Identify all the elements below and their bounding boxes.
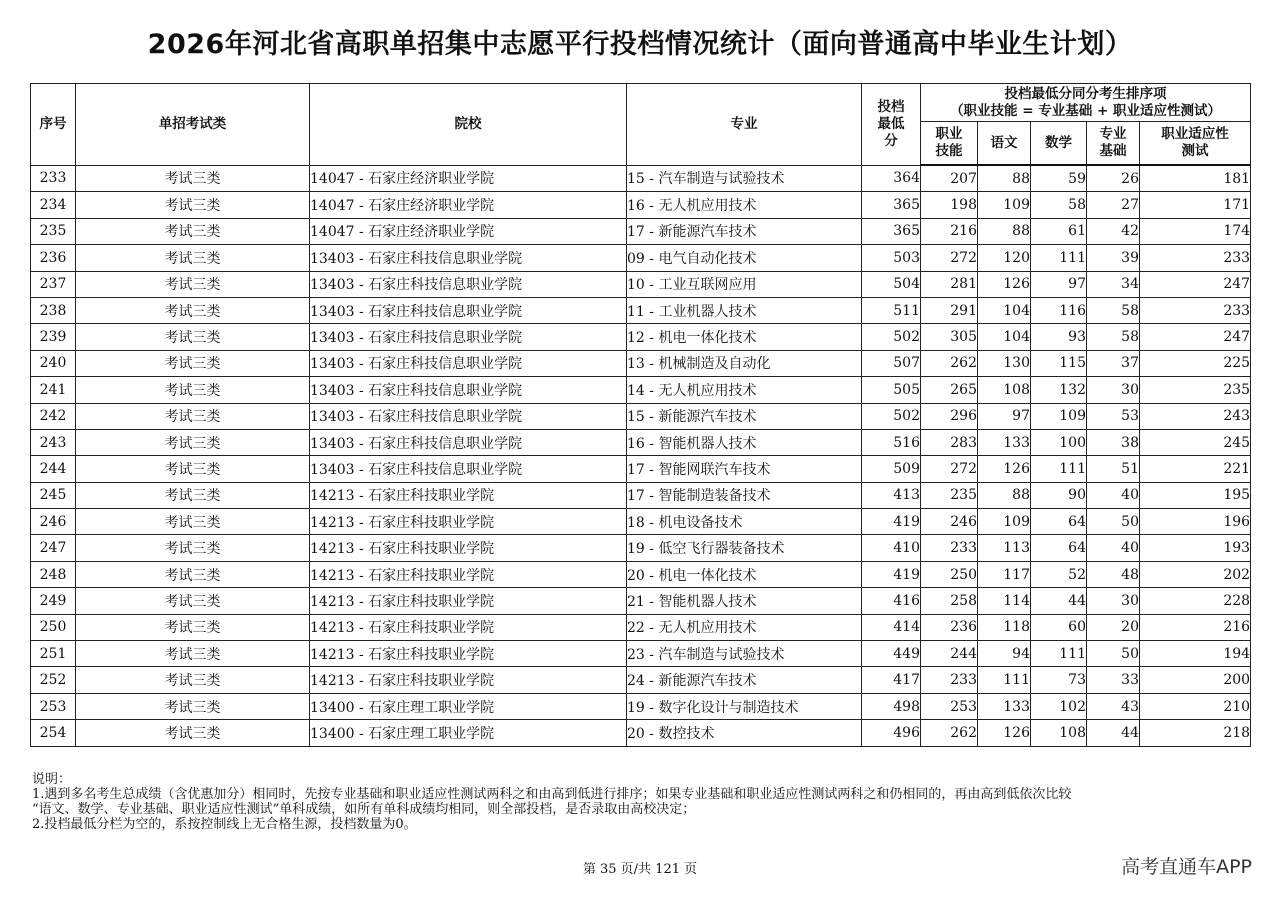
cell-major: 14 - 无人机应用技术	[627, 377, 862, 403]
cell-exam-type: 考试三类	[76, 429, 310, 455]
cell-seq: 238	[31, 297, 76, 323]
cell-skill: 207	[921, 165, 978, 192]
cell-min-score: 502	[862, 403, 921, 429]
cell-skill: 265	[921, 377, 978, 403]
cell-seq: 236	[31, 245, 76, 271]
cell-seq: 234	[31, 192, 76, 218]
cell-school: 14213 - 石家庄科技职业学院	[310, 588, 627, 614]
cell-exam-type: 考试三类	[76, 561, 310, 587]
cell-basic: 50	[1087, 509, 1140, 535]
cell-exam-type: 考试三类	[76, 720, 310, 746]
table-row	[31, 641, 1251, 667]
cell-math: 102	[1031, 693, 1087, 719]
cell-seq: 246	[31, 509, 76, 535]
cell-min-score: 507	[862, 350, 921, 376]
cell-basic: 43	[1087, 693, 1140, 719]
cell-chinese: 126	[978, 720, 1031, 746]
admission-table	[30, 83, 1251, 747]
cell-aptitude: 218	[1140, 720, 1251, 746]
cell-major: 20 - 数控技术	[627, 720, 862, 746]
cell-min-score: 365	[862, 218, 921, 244]
cell-major: 17 - 智能网联汽车技术	[627, 456, 862, 482]
cell-chinese: 114	[978, 588, 1031, 614]
cell-math: 93	[1031, 324, 1087, 350]
cell-chinese: 109	[978, 509, 1031, 535]
cell-math: 111	[1031, 456, 1087, 482]
cell-major: 21 - 智能机器人技术	[627, 588, 862, 614]
table-row	[31, 429, 1251, 455]
cell-seq: 240	[31, 350, 76, 376]
table-row	[31, 271, 1251, 297]
cell-basic: 40	[1087, 535, 1140, 561]
cell-chinese: 126	[978, 271, 1031, 297]
table-row	[31, 192, 1251, 218]
cell-aptitude: 196	[1140, 509, 1251, 535]
table-row	[31, 456, 1251, 482]
cell-seq: 233	[31, 165, 76, 192]
cell-aptitude: 181	[1140, 165, 1251, 192]
cell-min-score: 449	[862, 641, 921, 667]
table-row	[31, 350, 1251, 376]
cell-chinese: 88	[978, 482, 1031, 508]
header-skill-text: 职业技能	[935, 126, 963, 159]
cell-basic: 30	[1087, 377, 1140, 403]
cell-math: 116	[1031, 297, 1087, 323]
cell-skill: 262	[921, 350, 978, 376]
cell-min-score: 502	[862, 324, 921, 350]
header-exam-type: 单招考试类	[76, 84, 310, 166]
cell-skill: 281	[921, 271, 978, 297]
cell-skill: 233	[921, 535, 978, 561]
table-row	[31, 245, 1251, 271]
cell-chinese: 104	[978, 324, 1031, 350]
cell-major: 17 - 智能制造装备技术	[627, 482, 862, 508]
cell-major: 15 - 新能源汽车技术	[627, 403, 862, 429]
cell-exam-type: 考试三类	[76, 377, 310, 403]
cell-school: 13400 - 石家庄理工职业学院	[310, 693, 627, 719]
cell-seq: 253	[31, 693, 76, 719]
cell-skill: 216	[921, 218, 978, 244]
table-row	[31, 509, 1251, 535]
cell-school: 13403 - 石家庄科技信息职业学院	[310, 350, 627, 376]
header-tiebreak-title: 投档最低分同分考生排序项	[1004, 85, 1167, 102]
cell-seq: 243	[31, 429, 76, 455]
cell-seq: 239	[31, 324, 76, 350]
header-skill	[921, 122, 978, 166]
cell-major: 24 - 新能源汽车技术	[627, 667, 862, 693]
cell-min-score: 419	[862, 561, 921, 587]
cell-exam-type: 考试三类	[76, 535, 310, 561]
cell-aptitude: 216	[1140, 614, 1251, 640]
header-major: 专业	[627, 84, 862, 166]
header-aptitude	[1140, 122, 1251, 166]
cell-skill: 283	[921, 429, 978, 455]
cell-skill: 250	[921, 561, 978, 587]
cell-basic: 33	[1087, 667, 1140, 693]
cell-aptitude: 247	[1140, 324, 1251, 350]
cell-school: 14213 - 石家庄科技职业学院	[310, 641, 627, 667]
table-row	[31, 667, 1251, 693]
cell-math: 115	[1031, 350, 1087, 376]
table-row	[31, 588, 1251, 614]
cell-chinese: 133	[978, 429, 1031, 455]
page-title: 2026年河北省高职单招集中志愿平行投档情况统计（面向普通高中毕业生计划）	[147, 29, 1133, 60]
cell-seq: 244	[31, 456, 76, 482]
cell-chinese: 109	[978, 192, 1031, 218]
cell-math: 64	[1031, 509, 1087, 535]
cell-basic: 42	[1087, 218, 1140, 244]
cell-school: 13403 - 石家庄科技信息职业学院	[310, 324, 627, 350]
table-row	[31, 165, 1251, 192]
cell-basic: 58	[1087, 297, 1140, 323]
cell-min-score: 503	[862, 245, 921, 271]
header-tiebreak	[921, 84, 1251, 122]
table-row	[31, 324, 1251, 350]
cell-exam-type: 考试三类	[76, 667, 310, 693]
cell-math: 60	[1031, 614, 1087, 640]
cell-school: 13403 - 石家庄科技信息职业学院	[310, 429, 627, 455]
cell-math: 111	[1031, 245, 1087, 271]
table-row	[31, 377, 1251, 403]
cell-chinese: 88	[978, 218, 1031, 244]
cell-exam-type: 考试三类	[76, 456, 310, 482]
cell-seq: 254	[31, 720, 76, 746]
cell-aptitude: 194	[1140, 641, 1251, 667]
cell-min-score: 498	[862, 693, 921, 719]
cell-exam-type: 考试三类	[76, 693, 310, 719]
cell-basic: 37	[1087, 350, 1140, 376]
cell-min-score: 516	[862, 429, 921, 455]
cell-major: 18 - 机电设备技术	[627, 509, 862, 535]
cell-basic: 40	[1087, 482, 1140, 508]
cell-basic: 50	[1087, 641, 1140, 667]
cell-school: 14213 - 石家庄科技职业学院	[310, 561, 627, 587]
cell-skill: 296	[921, 403, 978, 429]
cell-min-score: 509	[862, 456, 921, 482]
table-row	[31, 693, 1251, 719]
cell-major: 16 - 智能机器人技术	[627, 429, 862, 455]
table-row	[31, 218, 1251, 244]
table-row	[31, 482, 1251, 508]
cell-school: 13403 - 石家庄科技信息职业学院	[310, 245, 627, 271]
cell-basic: 44	[1087, 720, 1140, 746]
cell-basic: 26	[1087, 165, 1140, 192]
cell-major: 23 - 汽车制造与试验技术	[627, 641, 862, 667]
cell-aptitude: 193	[1140, 535, 1251, 561]
cell-school: 13403 - 石家庄科技信息职业学院	[310, 297, 627, 323]
cell-skill: 258	[921, 588, 978, 614]
cell-seq: 251	[31, 641, 76, 667]
cell-math: 58	[1031, 192, 1087, 218]
cell-exam-type: 考试三类	[76, 324, 310, 350]
header-basic	[1087, 122, 1140, 166]
cell-school: 14213 - 石家庄科技职业学院	[310, 614, 627, 640]
cell-skill: 198	[921, 192, 978, 218]
cell-seq: 245	[31, 482, 76, 508]
cell-exam-type: 考试三类	[76, 192, 310, 218]
cell-aptitude: 221	[1140, 456, 1251, 482]
header-math: 数学	[1031, 122, 1087, 166]
cell-math: 132	[1031, 377, 1087, 403]
cell-aptitude: 174	[1140, 218, 1251, 244]
cell-basic: 27	[1087, 192, 1140, 218]
cell-chinese: 126	[978, 456, 1031, 482]
cell-aptitude: 210	[1140, 693, 1251, 719]
cell-exam-type: 考试三类	[76, 509, 310, 535]
header-school: 院校	[310, 84, 627, 166]
cell-major: 12 - 机电一体化技术	[627, 324, 862, 350]
cell-chinese: 88	[978, 165, 1031, 192]
cell-basic: 34	[1087, 271, 1140, 297]
cell-major: 09 - 电气自动化技术	[627, 245, 862, 271]
cell-basic: 58	[1087, 324, 1140, 350]
cell-school: 14047 - 石家庄经济职业学院	[310, 218, 627, 244]
cell-major: 20 - 机电一体化技术	[627, 561, 862, 587]
cell-skill: 236	[921, 614, 978, 640]
cell-chinese: 117	[978, 561, 1031, 587]
cell-basic: 39	[1087, 245, 1140, 271]
cell-major: 10 - 工业互联网应用	[627, 271, 862, 297]
cell-chinese: 118	[978, 614, 1031, 640]
notes-line-3: 2.投档最低分栏为空的，系按控制线上无合格生源，投档数量为0。	[32, 817, 417, 832]
cell-major: 15 - 汽车制造与试验技术	[627, 165, 862, 192]
table-row	[31, 403, 1251, 429]
cell-skill: 272	[921, 456, 978, 482]
cell-basic: 20	[1087, 614, 1140, 640]
cell-school: 13403 - 石家庄科技信息职业学院	[310, 403, 627, 429]
cell-aptitude: 202	[1140, 561, 1251, 587]
header-min-score	[862, 84, 921, 166]
cell-min-score: 365	[862, 192, 921, 218]
cell-exam-type: 考试三类	[76, 297, 310, 323]
cell-min-score: 364	[862, 165, 921, 192]
cell-min-score: 505	[862, 377, 921, 403]
cell-exam-type: 考试三类	[76, 588, 310, 614]
cell-math: 64	[1031, 535, 1087, 561]
page-number: 第 35 页/共 121 页	[582, 862, 698, 877]
cell-exam-type: 考试三类	[76, 350, 310, 376]
cell-seq: 248	[31, 561, 76, 587]
cell-math: 59	[1031, 165, 1087, 192]
header-chinese: 语文	[978, 122, 1031, 166]
cell-skill: 246	[921, 509, 978, 535]
cell-school: 13403 - 石家庄科技信息职业学院	[310, 271, 627, 297]
cell-major: 11 - 工业机器人技术	[627, 297, 862, 323]
cell-chinese: 104	[978, 297, 1031, 323]
cell-seq: 237	[31, 271, 76, 297]
cell-major: 17 - 新能源汽车技术	[627, 218, 862, 244]
cell-skill: 235	[921, 482, 978, 508]
cell-seq: 247	[31, 535, 76, 561]
cell-school: 13400 - 石家庄理工职业学院	[310, 720, 627, 746]
header-tiebreak-formula: （职业技能 = 专业基础 + 职业适应性测试）	[950, 102, 1221, 119]
cell-school: 14047 - 石家庄经济职业学院	[310, 192, 627, 218]
cell-skill: 244	[921, 641, 978, 667]
cell-exam-type: 考试三类	[76, 614, 310, 640]
cell-min-score: 417	[862, 667, 921, 693]
cell-seq: 242	[31, 403, 76, 429]
cell-seq: 235	[31, 218, 76, 244]
cell-math: 44	[1031, 588, 1087, 614]
cell-school: 14213 - 石家庄科技职业学院	[310, 509, 627, 535]
cell-chinese: 130	[978, 350, 1031, 376]
cell-school: 14047 - 石家庄经济职业学院	[310, 165, 627, 192]
notes-line-1: 1.遇到多名考生总成绩（含优惠加分）相同时，先按专业基础和职业适应性测试两科之和由高到低进行排序；如果专业基础和职业适应性测试两科之和仍相同的，再由高到低依次比较	[32, 787, 1072, 802]
cell-math: 100	[1031, 429, 1087, 455]
cell-school: 13403 - 石家庄科技信息职业学院	[310, 456, 627, 482]
cell-math: 111	[1031, 641, 1087, 667]
table-row	[31, 720, 1251, 746]
cell-seq: 252	[31, 667, 76, 693]
cell-basic: 51	[1087, 456, 1140, 482]
cell-school: 14213 - 石家庄科技职业学院	[310, 535, 627, 561]
cell-major: 13 - 机械制造及自动化	[627, 350, 862, 376]
table-row	[31, 297, 1251, 323]
table-body	[31, 165, 1251, 746]
cell-aptitude: 233	[1140, 245, 1251, 271]
notes-line-2: “语文、数学、专业基础、职业适应性测试”单科成绩，如所有单科成绩均相同，则全部投档，是否录取由高校决定；	[32, 802, 696, 817]
cell-min-score: 419	[862, 509, 921, 535]
cell-chinese: 94	[978, 641, 1031, 667]
cell-school: 14213 - 石家庄科技职业学院	[310, 482, 627, 508]
brand-watermark: 高考直通车APP	[1121, 856, 1252, 878]
cell-chinese: 133	[978, 693, 1031, 719]
table-row	[31, 535, 1251, 561]
cell-min-score: 410	[862, 535, 921, 561]
header-basic-text: 专业基础	[1099, 126, 1127, 159]
cell-skill: 272	[921, 245, 978, 271]
cell-chinese: 120	[978, 245, 1031, 271]
cell-school: 14213 - 石家庄科技职业学院	[310, 667, 627, 693]
cell-seq: 241	[31, 377, 76, 403]
cell-aptitude: 233	[1140, 297, 1251, 323]
cell-exam-type: 考试三类	[76, 245, 310, 271]
cell-exam-type: 考试三类	[76, 403, 310, 429]
cell-chinese: 97	[978, 403, 1031, 429]
cell-exam-type: 考试三类	[76, 165, 310, 192]
cell-math: 73	[1031, 667, 1087, 693]
cell-aptitude: 225	[1140, 350, 1251, 376]
header-seq: 序号	[31, 84, 76, 166]
cell-math: 52	[1031, 561, 1087, 587]
cell-math: 97	[1031, 271, 1087, 297]
cell-math: 109	[1031, 403, 1087, 429]
cell-min-score: 504	[862, 271, 921, 297]
cell-skill: 253	[921, 693, 978, 719]
table-row	[31, 561, 1251, 587]
cell-min-score: 413	[862, 482, 921, 508]
cell-min-score: 414	[862, 614, 921, 640]
cell-aptitude: 235	[1140, 377, 1251, 403]
cell-aptitude: 243	[1140, 403, 1251, 429]
cell-aptitude: 228	[1140, 588, 1251, 614]
cell-basic: 30	[1087, 588, 1140, 614]
cell-aptitude: 171	[1140, 192, 1251, 218]
cell-chinese: 111	[978, 667, 1031, 693]
cell-basic: 48	[1087, 561, 1140, 587]
cell-min-score: 416	[862, 588, 921, 614]
header-min-score-text: 投档最低分	[877, 98, 905, 149]
cell-seq: 250	[31, 614, 76, 640]
cell-aptitude: 247	[1140, 271, 1251, 297]
cell-major: 16 - 无人机应用技术	[627, 192, 862, 218]
cell-aptitude: 245	[1140, 429, 1251, 455]
table-row	[31, 614, 1251, 640]
cell-skill: 262	[921, 720, 978, 746]
cell-skill: 233	[921, 667, 978, 693]
cell-aptitude: 195	[1140, 482, 1251, 508]
cell-exam-type: 考试三类	[76, 218, 310, 244]
cell-major: 22 - 无人机应用技术	[627, 614, 862, 640]
cell-skill: 291	[921, 297, 978, 323]
cell-exam-type: 考试三类	[76, 641, 310, 667]
notes	[32, 772, 1262, 832]
cell-chinese: 108	[978, 377, 1031, 403]
cell-chinese: 113	[978, 535, 1031, 561]
cell-math: 108	[1031, 720, 1087, 746]
cell-aptitude: 200	[1140, 667, 1251, 693]
header-aptitude-text: 职业适应性测试	[1161, 126, 1229, 159]
notes-heading: 说明：	[32, 772, 72, 787]
cell-major: 19 - 数字化设计与制造技术	[627, 693, 862, 719]
cell-basic: 38	[1087, 429, 1140, 455]
cell-exam-type: 考试三类	[76, 482, 310, 508]
cell-min-score: 496	[862, 720, 921, 746]
cell-major: 19 - 低空飞行器装备技术	[627, 535, 862, 561]
cell-min-score: 511	[862, 297, 921, 323]
cell-math: 90	[1031, 482, 1087, 508]
cell-basic: 53	[1087, 403, 1140, 429]
cell-seq: 249	[31, 588, 76, 614]
cell-skill: 305	[921, 324, 978, 350]
cell-exam-type: 考试三类	[76, 271, 310, 297]
cell-math: 61	[1031, 218, 1087, 244]
cell-school: 13403 - 石家庄科技信息职业学院	[310, 377, 627, 403]
